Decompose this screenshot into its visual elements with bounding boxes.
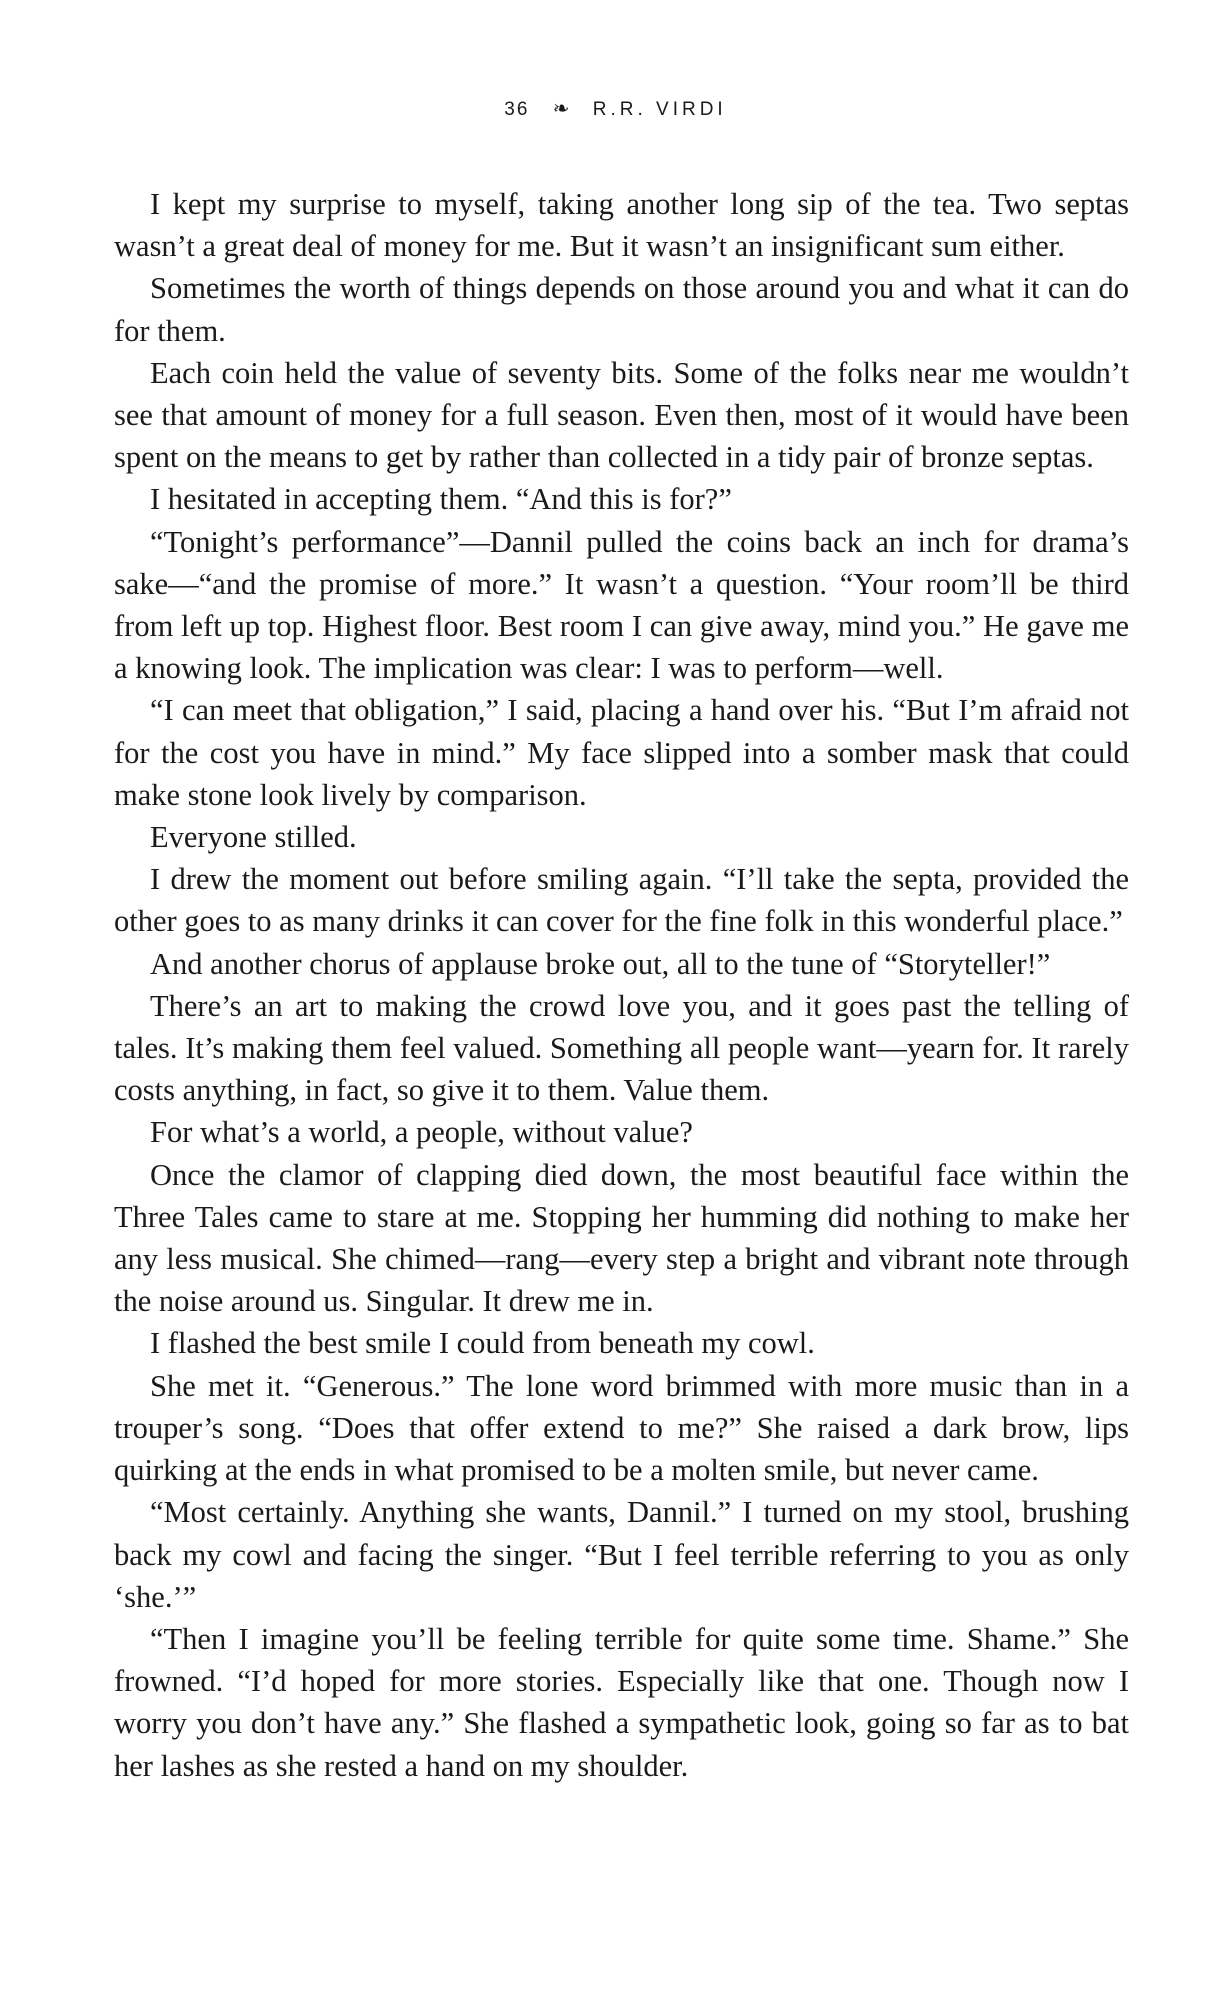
paragraph: And another chorus of applause broke out, all to the tune of “Storyteller!” <box>150 946 1051 981</box>
paragraph: “I can meet that obligation,” I said, placing a hand over his. “But I’m afraid not for the cost you have in mind.” My face slipped into a somber mask that could make stone look lively by comparison. <box>114 693 1129 812</box>
fleuron-icon: ❧ <box>552 96 570 120</box>
paragraph: Everyone stilled. <box>150 820 357 855</box>
paragraph: For what’s a world, a people, without value? <box>150 1115 693 1150</box>
paragraph: I flashed the best smile I could from beneath my cowl. <box>150 1326 815 1361</box>
paragraph: I kept my surprise to myself, taking another long sip of the tea. Two septas wasn’t a great deal of money for me. But it wasn’t an insignificant sum either. <box>114 187 1129 264</box>
paragraph: “Then I imagine you’ll be feeling terrible for quite some time. Shame.” She frowned. “I’d hoped for more stories. Especially like that one. Though now I worry you don’t have any.” She flashed a sympathetic look, going so far as to bat her lashes as she rested a hand on my shoulder. <box>114 1621 1129 1783</box>
paragraph: I hesitated in accepting them. “And this is for?” <box>150 482 732 517</box>
paragraph: Sometimes the worth of things depends on those around you and what it can do for them. <box>114 271 1129 348</box>
paragraph: “Most certainly. Anything she wants, Dannil.” I turned on my stool, brushing back my cowl and facing the singer. “But I feel terrible referring to you as only ‘she.’” <box>114 1495 1129 1614</box>
paragraph: I drew the moment out before smiling again. “I’ll take the septa, provided the other goes to as many drinks it can cover for the fine folk in this wonderful place.” <box>114 862 1129 939</box>
paragraph: “Tonight’s performance”—Dannil pulled the coins back an inch for drama’s sake—“and the promise of more.” It wasn’t a question. “Your room’ll be third from left up top. Highest floor. Best room I can give away, mind you.” He gave me a knowing look. The implication was clear: I was to perform—well. <box>114 524 1129 686</box>
paragraph: Each coin held the value of seventy bits. Some of the folks near me wouldn’t see that amount of money for a full season. Even then, most of it would have been spent on the means to get by rather than collected in a tidy pair of bronze septas. <box>114 355 1129 475</box>
paragraph: There’s an art to making the crowd love you, and it goes past the telling of tales. It’s making them feel valued. Something all people want—yearn for. It rarely costs anything, in fact, so give it to them. Value them. <box>114 988 1129 1108</box>
page-number: 36 <box>504 99 530 120</box>
paragraph: She met it. “Generous.” The lone word brimmed with more music than in a trouper’s song. “Does that offer extend to me?” She raised a dark brow, lips quirking at the ends in what promised to be a molten smile, but never came. <box>114 1368 1129 1488</box>
running-head <box>0 96 1231 121</box>
body-text <box>114 183 1129 1787</box>
author-name: R.R. VIRDI <box>592 99 727 120</box>
paragraph: Once the clamor of clapping died down, the most beautiful face within the Three Tales came to stare at me. Stopping her humming did nothing to make her any less musical. She chimed—rang—every step a bright and vibrant note through the noise around us. Singular. It drew me in. <box>114 1157 1129 1319</box>
